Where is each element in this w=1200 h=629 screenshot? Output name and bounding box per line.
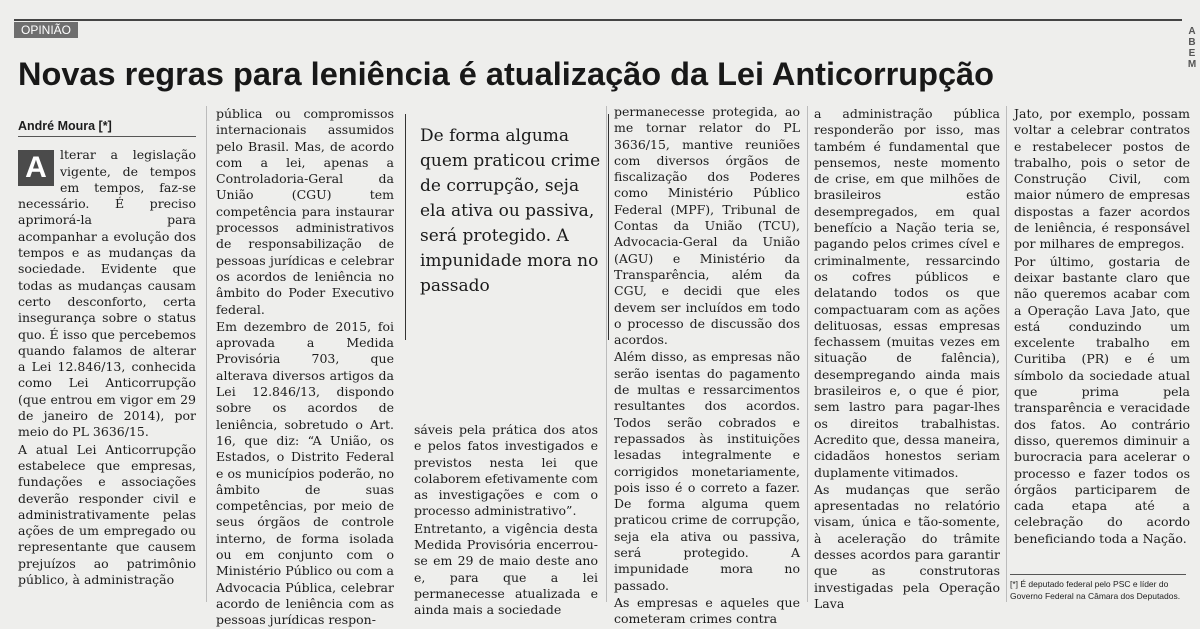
- paragraph: As empresas e aqueles que cometeram crimes contra: [614, 594, 800, 627]
- author-footnote: [*] É deputado federal pelo PSC e líder do Governo Federal na Câmara dos Deputados.: [1010, 574, 1186, 602]
- edge-text: A B E M: [1187, 26, 1197, 70]
- paragraph: a administração pública responderão por isso, mas também é fundamental que pensemos, neste momento de crise, em que milhões de brasileiros estão desempregados, em qual benefício a Nação teria se, pagando pelos crimes cível e criminalmente, ressarcindo os cofres públicos e delatando todos os que compactuaram com as ações delituosas, essas empresas fechassem (muitas vezes em situação de falência), desempregando ainda mais brasileiros e, o que é pior, sem lastro para pagar-lhes os direitos trabalhistas. Acredito que, dessa maneira, cidadãos honestos seriam duplamente vitimados.: [814, 106, 1000, 480]
- headline: Novas regras para leniência é atualização da Lei Anticorrupção: [18, 56, 994, 92]
- column-rule: [606, 106, 607, 602]
- lead-paragraph: [18, 147, 196, 440]
- column-rule: [1006, 106, 1007, 602]
- byline: André Moura [*]: [18, 118, 196, 137]
- column-rule: [807, 106, 808, 602]
- paragraph: Jato, por exemplo, possam voltar a celebrar contratos e restabelecer postos de trabalho, pois o setor de Construção Civil, com maior número de empresas dispostas a fazer acordos de leniência, é responsável por milhares de empregos.: [1014, 106, 1190, 252]
- pull-quote: De forma alguma quem praticou crime de corrupção, seja ela ativa ou passiva, será protegido. A impunidade mora no passado: [405, 114, 609, 340]
- section-bar: [14, 19, 1182, 40]
- column-3: [414, 422, 598, 618]
- column-rule: [206, 106, 207, 602]
- column-1: [18, 118, 196, 604]
- column-2: [216, 106, 394, 628]
- lead-text: lterar a legislação vigente, de tempos em tempos, faz-se necessário. É preciso aprimorá-la para acompanhar a evolução dos tempos e as mudanças da sociedade. Evidente que todas as mudanças causam certo desconforto, certa insegurança sobre o status quo. É isso que percebemos quando falamos de alterar a Lei 12.846/13, conhecida como Lei Anticorrupção (que entrou em vigor em 29 de janeiro de 2014), por meio do PL 3636/15.: [18, 147, 196, 440]
- column-5: [814, 106, 1000, 611]
- paragraph: As mudanças que serão apresentadas no relatório visam, única e tão-somente, à aceleração do trâmite desses acordos para garantir que as construtoras investigadas pela Operação Lava: [814, 481, 1000, 611]
- paragraph: permanecesse protegida, ao me tornar relator do PL 3636/15, mantive reuniões com diversos órgãos de fiscalização dos Poderes como Ministério Público Federal (MPF), Tribunal de Contas da União (TCU), Advocacia-Geral da União (AGU) e Ministério da Transparência, além da CGU, e decidi que eles devem ser incluídos em todo o processo de discussão dos acordos.: [614, 104, 800, 348]
- column-4: [614, 104, 800, 627]
- paragraph: Por último, gostaria de deixar bastante claro que não queremos acabar com a Operação Lava Jato, que está conduzindo um excelente trabalho em Curitiba (PR) e é um símbolo da sociedade atual que prima pela transparência e veracidade dos fatos. Ao contrário disso, queremos diminuir a burocracia para acelerar o processo e fazer todos os órgãos participarem de cada etapa até a celebração do acordo beneficiando toda a Nação.: [1014, 253, 1190, 546]
- drop-cap: A: [18, 150, 54, 186]
- column-6: [1014, 106, 1190, 568]
- paragraph: A atual Lei Anticorrupção estabelece que empresas, fundações e associações deverão responder civil e administrativamente pelas ações de um empregado ou representante que causem prejuízos ao patrimônio público, à administração: [18, 441, 196, 588]
- paragraph: Em dezembro de 2015, foi aprovada a Medida Provisória 703, que alterava diversos artigos da Lei 12.846/13, dispondo sobre os acordos de leniência, sobretudo o Art. 16, que diz: “A União, os Estados, o Distrito Federal e os municípios poderão, no âmbito de suas competências, por meio de seus órgãos de controle interno, de forma isolada ou em conjunto com o Ministério Público ou com a Advocacia Pública, celebrar acordo de leniência com as pessoas jurídicas respon-: [216, 318, 394, 628]
- paragraph: pública ou compromissos internacionais assumidos pelo Brasil. Mas, de acordo com a lei, apenas a Controladoria-Geral da União (CGU) tem competência para instaurar processos administrativos de responsabilização de pessoas jurídicas e celebrar os acordos de leniência no âmbito do Poder Executivo federal.: [216, 106, 394, 317]
- paragraph: Entretanto, a vigência desta Medida Provisória encerrou-se em 29 de maio deste ano e, para que a lei permanecesse atualizada e ainda mais a sociedade: [414, 520, 598, 618]
- section-tag: OPINIÃO: [14, 22, 78, 38]
- paragraph: sáveis pela prática dos atos e pelos fatos investigados e previstos nesta lei que colaborem efetivamente com as investigações e com o processo administrativo”.: [414, 422, 598, 519]
- paragraph: Além disso, as empresas não serão isentas do pagamento de multas e ressarcimentos resultantes dos acordos. Todos serão cobrados e repassados às instituições lesadas integralmente e corrigidos monetariamente, pois isso é o correto a fazer. De forma alguma quem praticou crime de corrupção, seja ela ativa ou passiva, será protegido. A impunidade mora no passado.: [614, 349, 800, 593]
